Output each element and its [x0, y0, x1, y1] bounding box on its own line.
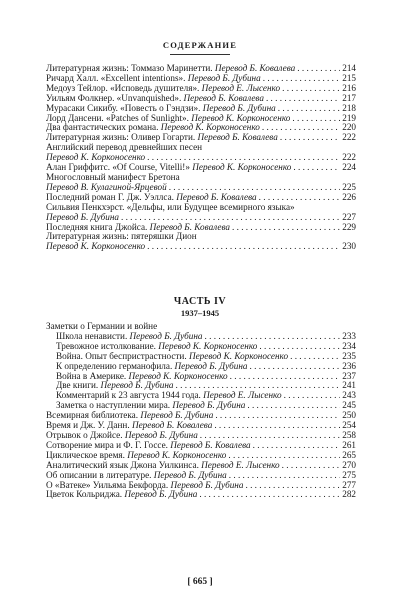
dot-leader [229, 471, 340, 481]
dot-leader [297, 64, 340, 74]
toc-entry[interactable] [46, 401, 356, 411]
toc-entry-translator: Перевод К. Корконосенко [127, 450, 227, 460]
toc-entry-work: Отрывок о Джойсе. [46, 430, 125, 440]
toc-entry-title [46, 242, 145, 252]
toc-entry[interactable] [46, 421, 356, 431]
toc-entry[interactable] [46, 441, 356, 451]
dot-leader [282, 461, 340, 471]
toc-entry-translator: Перевод Б. Ковалева [183, 93, 264, 103]
toc-entry-translator: Перевод Б. Дубина [124, 430, 198, 440]
dot-leader [292, 114, 340, 124]
dot-leader [121, 213, 340, 223]
dot-leader [200, 431, 340, 441]
toc-entry[interactable] [46, 352, 356, 362]
toc-entry-work: Война в Америке. [56, 371, 129, 381]
dot-leader [228, 451, 340, 461]
toc-entry-translator: Перевод Б. Дубина [202, 103, 276, 113]
toc-entry[interactable] [46, 104, 356, 114]
dot-leader [147, 153, 340, 163]
toc-entry[interactable] [46, 372, 356, 382]
toc-entry-title [46, 114, 290, 124]
toc-entry-translator: Перевод Б. Дубина [46, 212, 119, 222]
toc-entry-title [56, 372, 228, 382]
toc-entry-work: Школа ненависти. [56, 331, 130, 341]
dot-leader [266, 94, 340, 104]
toc-entry-page: 225 [342, 181, 356, 192]
toc-entry-title [56, 342, 257, 352]
toc-entry-translator: Перевод К. Корконосенко [160, 123, 260, 133]
toc-entry-work: Медоуз Тейлор. «Исповедь душителя». [46, 83, 202, 93]
toc-entry-title [46, 431, 198, 441]
toc-entry[interactable] [46, 94, 356, 104]
toc-entry-page: 227 [342, 211, 356, 222]
toc-entry-page: 217 [342, 92, 356, 103]
toc-entry-page: 229 [342, 221, 356, 232]
toc-entry-translator: Перевод К. Корконосенко [128, 371, 228, 381]
header-divider [170, 54, 230, 55]
toc-part-four [46, 322, 356, 500]
dot-leader [245, 481, 340, 491]
toc-entry[interactable] [46, 471, 356, 481]
toc-entry[interactable] [46, 114, 356, 124]
dot-leader [284, 391, 340, 401]
toc-entry-title [56, 381, 174, 391]
toc-entry-work: Комментарий к 23 августа 1944 года. [56, 391, 204, 401]
toc-entry-page: 243 [342, 390, 356, 401]
toc-entry-page: 218 [342, 102, 356, 113]
toc-entry-work: Ричард Халл. «Excellent intentions». [46, 73, 188, 83]
toc-entry[interactable] [46, 381, 356, 391]
toc-entry-translator: Перевод К. Корконосенко [191, 113, 291, 123]
toc-entry[interactable] [46, 332, 356, 342]
toc-part-three-continued [46, 64, 356, 252]
toc-entry-title [46, 84, 280, 94]
toc-entry-translator: Перевод Б. Дубина [172, 401, 246, 411]
toc-entry-work: Две книги. [56, 381, 101, 391]
dot-leader [176, 381, 341, 391]
toc-entry-work: Лорд Дансени. «Patches of Sunlight». [46, 113, 192, 123]
toc-entry-page: 235 [342, 350, 356, 361]
toc-entry-translator: Перевод Б. Дубина [170, 480, 244, 490]
toc-entry[interactable] [46, 481, 356, 491]
toc-entry-title [46, 104, 276, 114]
toc-entry-page: 265 [342, 449, 356, 460]
toc-entry[interactable] [46, 242, 356, 252]
toc-entry-work: Всемирная библиотека. [46, 411, 141, 421]
toc-entry-translator: Перевод Б. Дубина [140, 411, 214, 421]
toc-entry-title [56, 352, 288, 362]
toc-entry-title [46, 94, 264, 104]
toc-entry-translator: Перевод Б. Дубина [187, 73, 261, 83]
dot-leader [230, 372, 340, 382]
section-title: ЧАСТЬ IV [173, 296, 227, 307]
toc-entry[interactable] [46, 451, 356, 461]
section-years: 1937–1945 [180, 308, 220, 318]
toc-entry-translator: Перевод Е. Лысенко [201, 460, 280, 470]
toc-entry-title [46, 64, 295, 74]
dot-leader [169, 183, 340, 193]
toc-entry-translator: Перевод В. Кулагиной-Ярцевой [46, 182, 167, 192]
toc-entry-page: 219 [342, 112, 356, 123]
toc-entry-work: Литературная жизнь: Томмазо Маринетти. [46, 64, 215, 73]
toc-entry[interactable] [46, 183, 356, 193]
toc-entry-page: 237 [342, 370, 356, 381]
toc-entry-translator: Перевод Б. Дубина [153, 470, 227, 480]
toc-entry-translator: Перевод Е. Лысенко [203, 391, 282, 401]
toc-heading-line: Многословный манифест Бретона [46, 171, 180, 182]
toc-heading-line: Заметки о Германии и войне [46, 321, 158, 331]
toc-entry-translator: Перевод Б. Ковалева [214, 64, 296, 73]
toc-entry-translator: Перевод К. Корконосенко [192, 163, 292, 173]
toc-entry-title [46, 153, 145, 163]
toc-entry-translator: Перевод Б. Ковалева [149, 222, 231, 232]
toc-entry[interactable] [46, 342, 356, 352]
dot-leader [290, 352, 340, 362]
toc-entry-translator: Перевод Б. Дубина [124, 490, 198, 500]
toc-entry[interactable] [46, 123, 356, 133]
dot-leader [278, 104, 340, 114]
toc-entry-translator: Перевод К. Корконосенко [188, 351, 289, 361]
dot-leader [199, 490, 340, 500]
toc-entry-title [56, 401, 245, 411]
toc-entry-page: 254 [342, 420, 356, 431]
toc-entry-page: 214 [342, 63, 356, 73]
toc-entry-work: Аналитический язык Джона Уилкинса. [46, 460, 202, 470]
toc-entry[interactable] [46, 411, 356, 421]
toc-entry[interactable] [46, 153, 356, 163]
toc-entry-page: 216 [342, 82, 356, 93]
dot-leader [147, 242, 340, 252]
page-header: СОДЕРЖАНИЕ [162, 40, 238, 50]
dot-leader [215, 411, 340, 421]
toc-entry-page: 282 [342, 489, 356, 500]
toc-entry-page: 241 [342, 380, 356, 391]
toc-entry[interactable] [46, 431, 356, 441]
toc-entry-work: Мурасаки Сикибу. «Повесть о Гэндзи». [46, 103, 203, 113]
toc-entry-work: Время и Дж. У. Данн. [46, 421, 132, 431]
toc-entry-page: 233 [342, 330, 356, 341]
toc-entry-work: Литературная жизнь: Оливер Гогарти. [46, 133, 198, 143]
dot-leader [205, 332, 340, 342]
toc-entry-page: 261 [342, 439, 356, 450]
toc-entry[interactable] [46, 362, 356, 372]
toc-entry-work: Последний роман Г. Дж. Уэллса. [46, 192, 177, 202]
toc-entry-work: Последняя книга Джойса. [46, 222, 150, 232]
toc-entry-work: Заметка о наступлении мира. [56, 401, 173, 411]
dot-leader [262, 123, 340, 133]
toc-entry-translator: Перевод К. Корконосенко [158, 341, 258, 351]
toc-entry-translator: Перевод К. Корконосенко [46, 153, 146, 163]
toc-entry-page: 245 [342, 400, 356, 411]
toc-entry-work: Уильям Фолкнер. «Unvanquished». [46, 93, 184, 103]
toc-entry-title [46, 421, 212, 431]
toc-entry-title [46, 461, 280, 471]
toc-entry-title [56, 332, 203, 342]
toc-entry-translator: Перевод К. Корконосенко [46, 242, 146, 252]
toc-entry-work: Два фантастических романа. [46, 123, 161, 133]
toc-entry-title [56, 362, 248, 372]
toc-heading-line: Сильвия Пенкхэрст. «Дельфы, или Будущее всемирного языка» [46, 201, 295, 212]
toc-entry-translator: Перевод Б. Ковалева [170, 440, 251, 450]
dot-leader [293, 163, 340, 173]
toc-entry[interactable] [46, 213, 356, 223]
toc-entry-translator: Перевод Б. Ковалева [197, 133, 278, 143]
toc-entry-page: 250 [342, 410, 356, 421]
toc-entry-title [46, 441, 251, 451]
toc-entry-page: 234 [342, 340, 356, 351]
toc-entry[interactable] [46, 84, 356, 94]
dot-leader [247, 401, 340, 411]
dot-leader [214, 421, 340, 431]
toc-entry-translator: Перевод Б. Дубина [100, 381, 174, 391]
toc-entry[interactable] [46, 391, 356, 401]
dot-leader [250, 362, 340, 372]
dot-leader [253, 441, 340, 451]
toc-entry-title [46, 490, 197, 500]
toc-entry-work: Алан Гриффитс. «Of Course, Vitelli!» [46, 163, 193, 173]
toc-entry-page: 230 [342, 241, 356, 252]
toc-entry-work: Война. Опыт беспристрастности. [56, 351, 189, 361]
toc-entry-translator: Перевод Б. Ковалева [131, 421, 213, 431]
toc-entry-page: 224 [342, 162, 356, 173]
toc-entry-title [46, 183, 167, 193]
page-number: [ 665 ] [187, 577, 213, 587]
toc-entry[interactable] [46, 64, 356, 74]
section-heading [0, 296, 400, 318]
toc-entry-work: Циклическое время. [46, 450, 128, 460]
toc-entry-page: 222 [342, 152, 356, 163]
dot-leader [282, 84, 340, 94]
toc-heading-line: Английский перевод древнейших песен [46, 142, 203, 153]
toc-entry-translator: Перевод Е. Лысенко [201, 83, 281, 93]
toc-entry-page: 270 [342, 459, 356, 470]
toc-entry-translator: Перевод Б. Дубина [129, 331, 203, 341]
toc-entry-title [46, 213, 119, 223]
toc-entry-translator: Перевод Б. Ковалева [176, 192, 257, 202]
toc-entry-page: 220 [342, 122, 356, 133]
toc-entry-page: 258 [342, 429, 356, 440]
toc-heading-line: Литературная жизнь: пятеряшки Дион [46, 231, 197, 242]
toc-entry-title [46, 471, 227, 481]
dot-leader [232, 223, 340, 233]
toc-entry-page: 222 [342, 132, 356, 143]
toc-entry-work: Тревожное истолкование. [56, 341, 159, 351]
toc-entry-title [46, 74, 261, 84]
toc-entry[interactable] [46, 490, 356, 500]
toc-entry-work: Цветок Кольриджа. [46, 490, 125, 500]
toc-entry-title [46, 123, 260, 133]
toc-entry-title [46, 481, 243, 491]
toc-entry-translator: Перевод Б. Дубина [174, 361, 248, 371]
toc-entry-work: Об описании в литературе. [46, 470, 154, 480]
toc-entry-title [46, 411, 213, 421]
toc-entry-work: О «Ватеке» Уильяма Бекфорда. [46, 480, 171, 490]
toc-entry-page: 226 [342, 191, 356, 202]
toc-entry-title [46, 451, 226, 461]
toc-entry-title [56, 391, 282, 401]
dot-leader [280, 133, 340, 143]
toc-entry-page: 275 [342, 469, 356, 480]
toc-entry-page: 277 [342, 479, 356, 490]
toc-entry-work: Сотворение мира и Ф. Г. Госсе. [46, 440, 171, 450]
toc-entry[interactable] [46, 74, 356, 84]
toc-entry-page: 215 [342, 72, 356, 83]
toc-entry-work: К определению германофила. [56, 361, 175, 371]
toc-entry[interactable] [46, 461, 356, 471]
dot-leader [259, 342, 340, 352]
toc-entry-page: 236 [342, 360, 356, 371]
dot-leader [263, 74, 340, 84]
